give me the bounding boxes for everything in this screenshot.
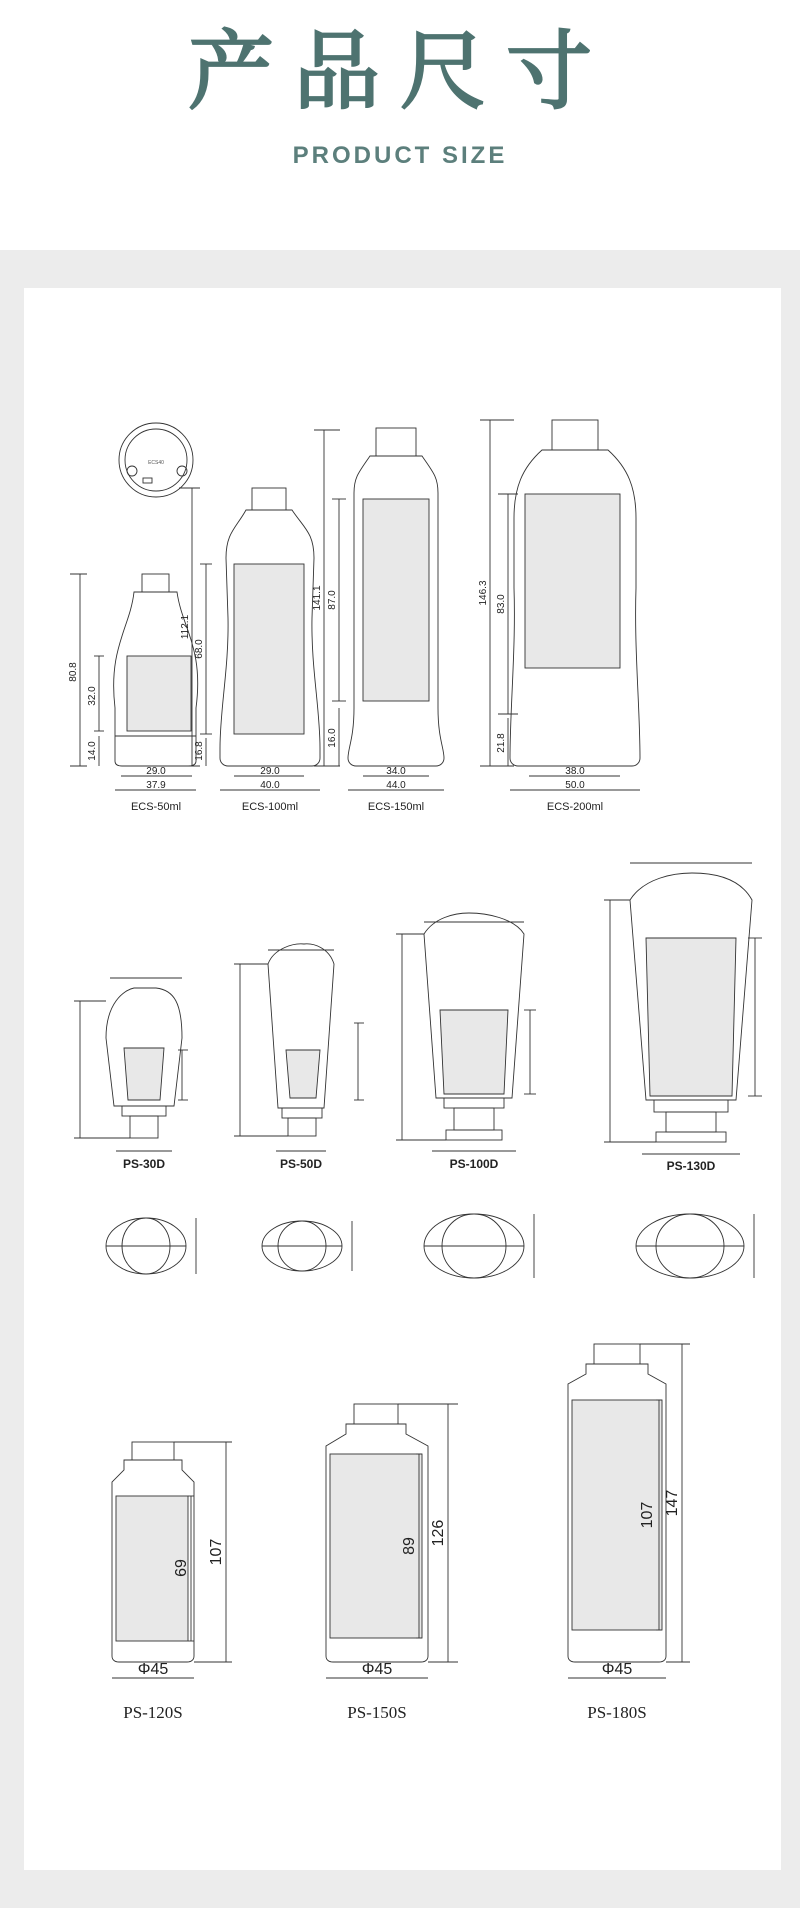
ps-d-top-views [106,1214,754,1278]
ps-150s-height: 126 [430,1519,447,1547]
ecs-200ml-drawing [480,420,640,766]
ecs-200-name: ECS-200ml [546,801,604,813]
ecs-200-label-h: 83.0 [496,594,507,614]
ecs-150-label-w: 34.0 [386,766,406,777]
ps-150s-name: PS-150S [347,1703,407,1722]
page-subtitle: PRODUCT SIZE [292,142,508,169]
ps-50d-drawing [234,944,364,1151]
page-title: 产品尺寸 [188,22,612,122]
ecs-50-label-h: 32.0 [87,686,98,706]
ps-100d-name: PS-100D [449,1157,499,1171]
ps-50d-name: PS-50D [279,1157,323,1171]
ps-120s-label-h: 69 [173,1559,190,1577]
ecs-50-width: 37.9 [146,780,166,791]
ps-150s-label-h: 89 [401,1537,418,1555]
ps-130d-drawing [604,863,762,1154]
page-header [0,0,800,250]
ps-120s-name: PS-120S [123,1703,183,1722]
ps-130d-name: PS-130D [666,1159,716,1173]
ecs-150-bottom: 16.0 [327,728,338,748]
ps-30d-name: PS-30D [122,1157,166,1171]
ecs-150-height: 141.1 [312,585,323,611]
ps-180s-label-h: 107 [639,1501,656,1529]
ecs-50-bottom: 14.0 [87,741,98,761]
ps-180s-diameter: Φ45 [601,1661,633,1678]
ecs-100-width: 40.0 [260,780,280,791]
ecs-200-width: 50.0 [565,780,585,791]
ps-100d-drawing [396,913,536,1151]
technical-drawing [24,288,781,1870]
ecs-100-name: ECS-100ml [241,801,299,813]
ecs-50ml-drawing [70,574,198,766]
ecs-cap-top-view [119,423,193,497]
ecs-150-width: 44.0 [386,780,406,791]
ecs-50-name: ECS-50ml [130,801,182,813]
ecs-200-label-w: 38.0 [565,766,585,777]
ecs-200-bottom: 21.8 [496,733,507,753]
ecs-100-bottom: 16.8 [194,741,205,761]
ps-180s-name: PS-180S [587,1703,647,1722]
drawing-panel [24,288,781,1870]
cap-text: ECS40 [148,460,164,466]
ecs-100-label-h: 68.0 [194,639,205,659]
ecs-150-label-h: 87.0 [327,590,338,610]
ecs-50-height: 80.8 [68,662,79,682]
ecs-100-height: 112.1 [180,614,191,640]
ecs-200-height: 146.3 [478,580,489,606]
ps-180s-height: 147 [664,1489,681,1517]
ps-30d-drawing [74,978,188,1151]
ps-150s-diameter: Φ45 [361,1661,393,1678]
ecs-100ml-drawing [179,488,320,766]
ecs-50-label-w: 29.0 [146,766,166,777]
ps-120s-diameter: Φ45 [137,1661,169,1678]
ecs-100-label-w: 29.0 [260,766,280,777]
ps-120s-height: 107 [208,1538,225,1566]
ecs-150-name: ECS-150ml [367,801,425,813]
